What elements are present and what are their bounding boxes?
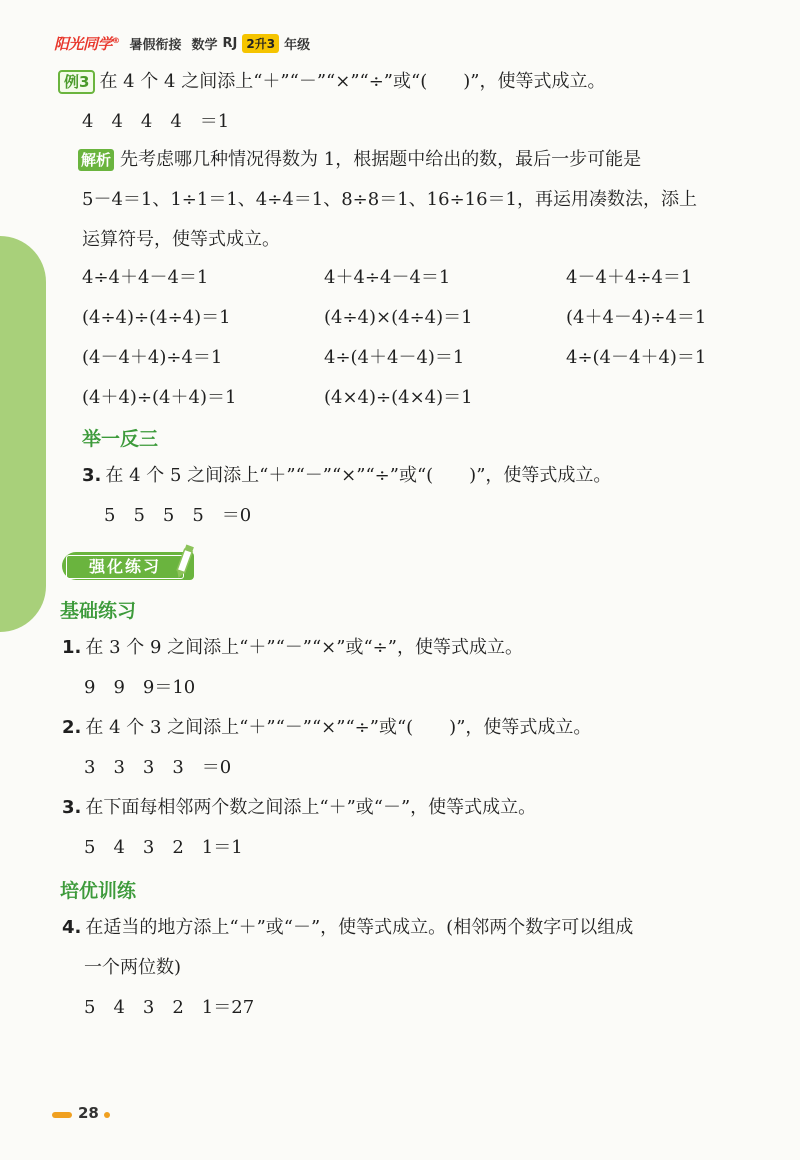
solution-cell: 4－4＋4÷4＝1: [566, 267, 693, 288]
side-tab-decoration: [0, 236, 46, 632]
basic-equation: 3 3 3 3 ＝0: [84, 757, 232, 778]
example-equation: 4 4 4 4 ＝1: [82, 111, 230, 132]
page-bar-decoration: [52, 1112, 72, 1118]
solution-cell: (4÷4)÷(4÷4)＝1: [82, 307, 231, 328]
solution-cell: 4÷4＋4－4＝1: [82, 267, 209, 288]
advanced-equation: 5 4 3 2 1＝27: [84, 997, 255, 1018]
solution-cell: 4÷(4＋4－4)＝1: [324, 347, 465, 368]
example-badge: 例3: [58, 70, 95, 94]
basic-practice-heading: 基础练习: [60, 600, 137, 622]
brand-logo: 阳光同学®: [54, 34, 120, 53]
question-number: 2.: [62, 717, 82, 738]
basic-equation: 9 9 9＝10: [84, 677, 196, 698]
solution-cell: (4×4)÷(4×4)＝1: [324, 387, 473, 408]
header-edition: RJ: [222, 35, 238, 51]
page-dot-decoration: [104, 1112, 110, 1118]
solution-cell: 4＋4÷4－4＝1: [324, 267, 451, 288]
question-number: 1.: [62, 637, 82, 658]
solution-cell: (4÷4)×(4÷4)＝1: [324, 307, 473, 328]
advanced-practice-heading: 培优训练: [60, 880, 137, 902]
basic-question: 2. 在 4 个 3 之间添上“＋”“－”“×”“÷”或“( )”，使等式成立。: [62, 717, 592, 738]
analysis-line-1: 解析 先考虑哪几种情况得数为 1，根据题中给出的数，最后一步可能是: [78, 148, 641, 172]
solution-cell: (4－4＋4)÷4＝1: [82, 347, 223, 368]
basic-question: 3. 在下面每相邻两个数之间添上“＋”或“－”，使等式成立。: [62, 797, 537, 818]
basic-equation: 5 4 3 2 1＝1: [84, 837, 243, 858]
analysis-line-2: 5－4＝1、1÷1＝1、4÷4＝1、8÷8＝1、16÷16＝1，再运用凑数法，添上: [82, 189, 698, 210]
advanced-question: 4. 在适当的地方添上“＋”或“－”，使等式成立。(相邻两个数字可以组成: [62, 917, 634, 938]
advanced-question-continued: 一个两位数): [84, 957, 182, 978]
solution-cell: (4＋4－4)÷4＝1: [566, 307, 707, 328]
example-prompt-line: [58, 70, 605, 94]
page-header: [54, 32, 310, 54]
header-subject: 数学: [191, 37, 218, 53]
analysis-badge: 解析: [78, 149, 114, 171]
practice-equation: 5 5 5 5 ＝0: [104, 505, 252, 526]
practice-question: 3. 在 4 个 5 之间添上“＋”“－”“×”“÷”或“( )”，使等式成立。: [82, 465, 612, 486]
example-prompt: 在 4 个 4 之间添上“＋”“－”“×”“÷”或“( )”，使等式成立。: [99, 71, 606, 92]
header-title: 暑假衔接: [129, 37, 182, 53]
analysis-line-3: 运算符号，使等式成立。: [82, 229, 280, 250]
grade-suffix: 年级: [284, 37, 311, 53]
solution-cell: (4＋4)÷(4＋4)＝1: [82, 387, 237, 408]
solution-cell: 4÷(4－4＋4)＝1: [566, 347, 707, 368]
question-number: 3.: [62, 797, 82, 818]
practice-heading: 举一反三: [82, 428, 159, 450]
section-title: 强化练习: [66, 555, 184, 579]
pencil-icon: [170, 540, 200, 580]
basic-question: 1. 在 3 个 9 之间添上“＋”“－”“×”或“÷”，使等式成立。: [62, 637, 523, 658]
grade-badge: 2升3: [242, 34, 279, 53]
page-number: 28: [78, 1104, 99, 1122]
question-number: 4.: [62, 917, 82, 938]
question-number: 3.: [82, 465, 102, 486]
